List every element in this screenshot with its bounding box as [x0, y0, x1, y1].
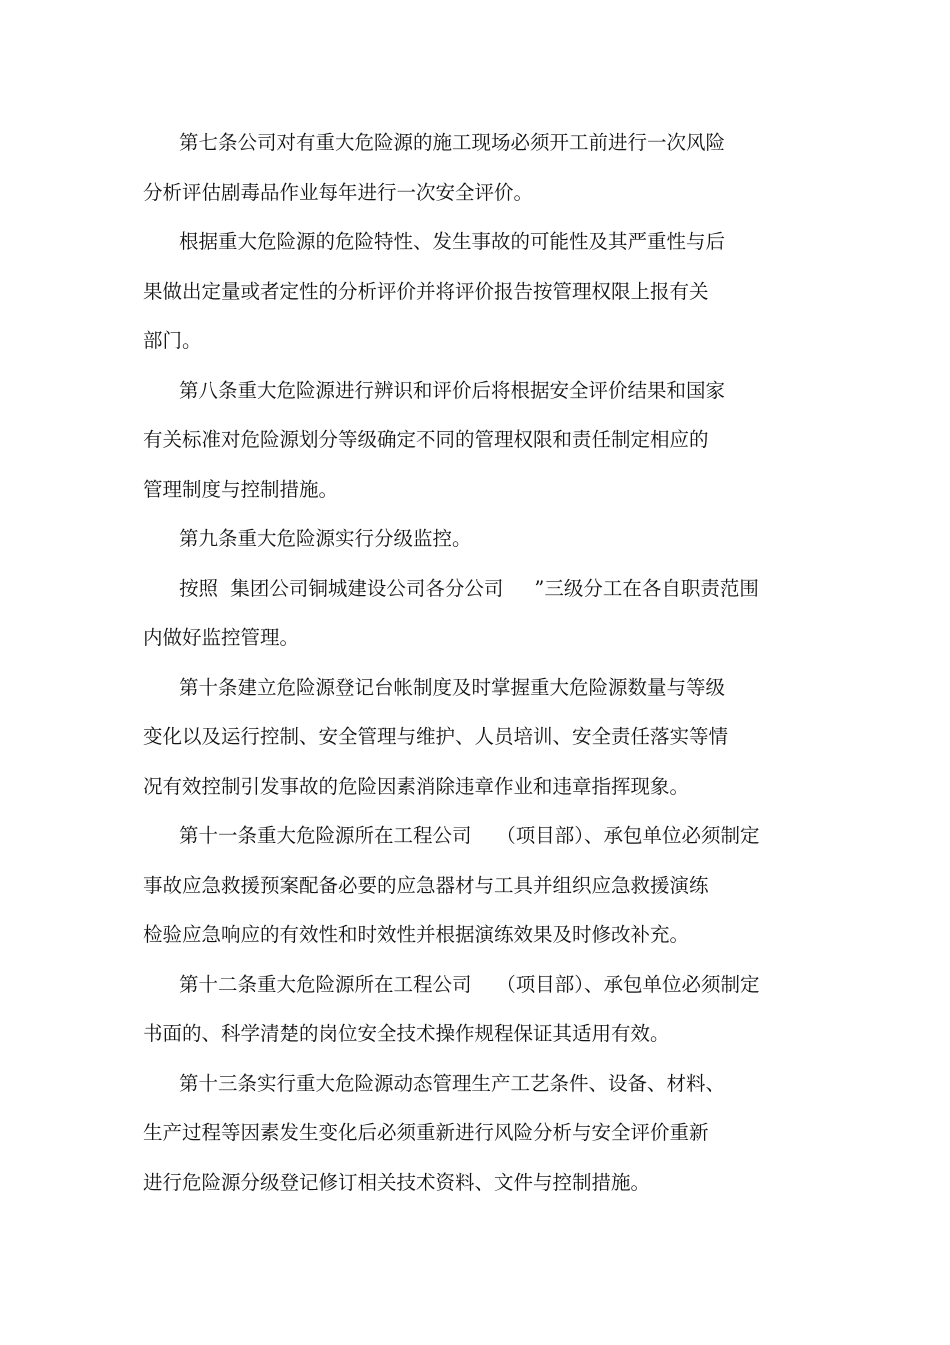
- text-line: 生产过程等因素发生变化后必须重新进行风险分析与安全评价重新: [143, 1121, 709, 1144]
- text-line: 第十条建立危险源登记台帐制度及时掌握重大危险源数量与等级: [179, 675, 726, 699]
- text-line: 第九条重大危险源实行分级监控。: [179, 527, 472, 550]
- text-line: 有关标准对危险源划分等级确定不同的管理权限和责任制定相应的: [143, 428, 709, 451]
- text-line: 事故应急救援预案配备必要的应急器材与工具并组织应急救援演练: [143, 873, 709, 897]
- paragraph-article-10: [143, 671, 823, 820]
- document-body: [143, 126, 823, 1215]
- paragraph-article-7: [143, 126, 823, 225]
- text-line: 书面的、科学清楚的岗位安全技术操作规程保证其适用有效。: [143, 1022, 670, 1045]
- paragraph-monitoring-tiers: [143, 572, 823, 671]
- paragraph-evaluation-basis: [143, 225, 823, 374]
- text-line: 内做好监控管理。: [143, 626, 300, 649]
- text-line: 根据重大危险源的危险特性、发生事故的可能性及其严重性与后: [179, 230, 726, 253]
- text-line: 第七条公司对有重大危险源的施工现场必须开工前进行一次风险: [179, 131, 726, 154]
- paragraph-article-13: [143, 1067, 823, 1216]
- text-line: 第十二条重大危险源所在工程公司 （项目部）、承包单位必须制定: [179, 972, 760, 996]
- text-line: 况有效控制引发事故的危险因素消除违章作业和违章指挥现象。: [143, 774, 690, 798]
- paragraph-article-12: [143, 968, 823, 1067]
- text-line: 果做出定量或者定性的分析评价并将评价报告按管理权限上报有关: [143, 279, 709, 303]
- text-line: 进行危险源分级登记修订相关技术资料、文件与控制措施。: [143, 1170, 651, 1194]
- text-line: 第八条重大危险源进行辨识和评价后将根据安全评价结果和国家: [179, 378, 726, 402]
- text-line: 管理制度与控制措施。: [143, 477, 339, 501]
- paragraph-article-11: [143, 819, 823, 968]
- text-line: 第十一条重大危险源所在工程公司 （项目部）、承包单位必须制定: [179, 824, 760, 847]
- paragraph-article-8: [143, 374, 823, 523]
- text-line: 检验应急响应的有效性和时效性并根据演练效果及时修改补充。: [143, 923, 690, 946]
- text-line: 第十三条实行重大危险源动态管理生产工艺条件、设备、材料、: [179, 1071, 726, 1095]
- text-line: 按照 集团公司铜城建设公司各分公司 ”三级分工在各自职责范围: [179, 576, 759, 600]
- paragraph-article-9: [143, 522, 823, 572]
- text-line: 分析评估剧毒品作业每年进行一次安全评价。: [143, 180, 534, 204]
- text-line: 部门。: [143, 329, 202, 352]
- text-line: 变化以及运行控制、安全管理与维护、人员培训、安全责任落实等情: [143, 725, 729, 748]
